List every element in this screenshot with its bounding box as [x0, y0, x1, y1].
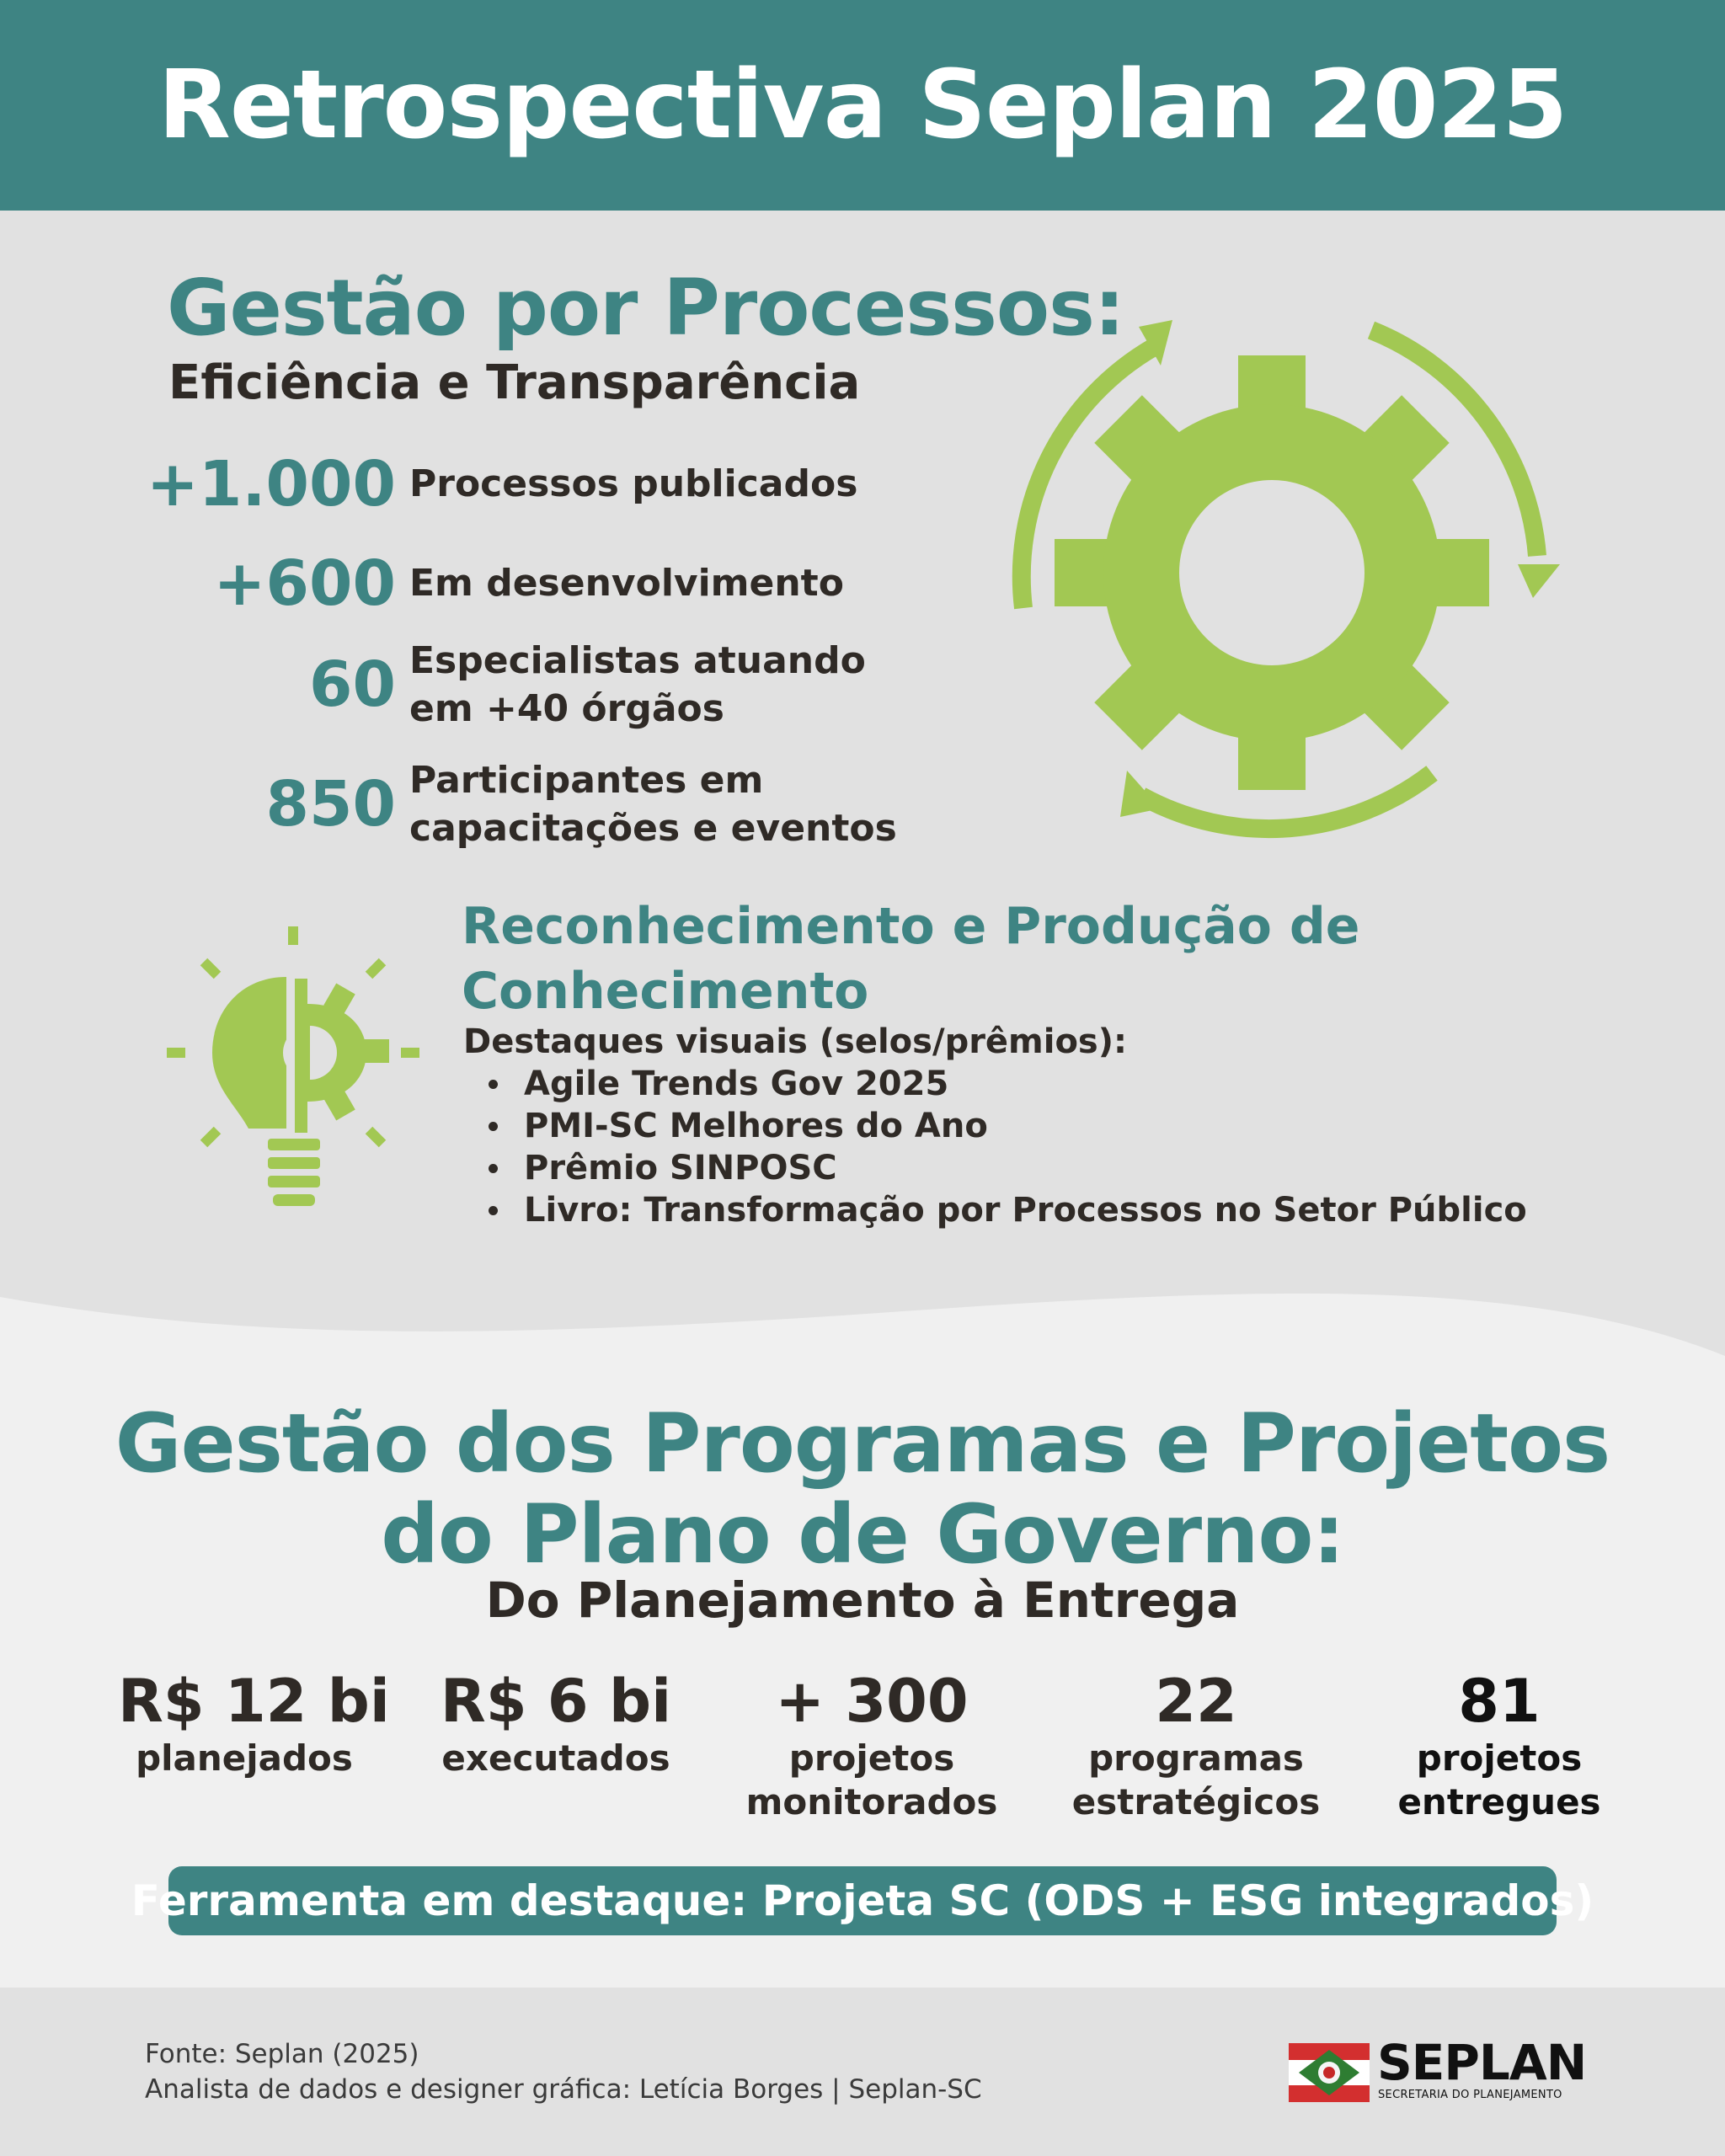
processos-title: Gestão por Processos: — [167, 263, 1124, 353]
lightbulb-gear-icon — [160, 918, 430, 1221]
awards-list — [489, 1063, 1527, 1231]
stat-label: Participantes em capacitações e eventos — [409, 759, 897, 851]
metric-card — [118, 1666, 390, 1780]
award-text: Livro: Transformação por Processos no Setor Público — [524, 1191, 1527, 1230]
stat-row — [135, 637, 927, 738]
metric-card — [1373, 1666, 1626, 1824]
stat-label: Processos publicados — [409, 462, 858, 505]
metric-card — [430, 1666, 682, 1780]
stat-value: 850 — [265, 768, 396, 841]
highlight-text: Ferramenta em destaque: Projeta SC (ODS + ESG integrados) — [131, 1876, 1594, 1925]
stat-row — [135, 446, 927, 547]
header-banner — [0, 0, 1725, 211]
stat-label: Em desenvolvimento — [409, 562, 844, 605]
metric-label: projetos — [1416, 1737, 1583, 1779]
metric-value: + 300 — [775, 1667, 969, 1736]
metric-label: programas — [1088, 1737, 1304, 1779]
gear-cycle-svg — [994, 312, 1583, 851]
credit-text: Analista de dados e designer gráfica: Letícia Borges | Seplan-SC — [145, 2074, 982, 2105]
lightbulb-svg — [160, 918, 430, 1221]
award-text: Agile Trends Gov 2025 — [524, 1065, 949, 1103]
metric-value: 22 — [1155, 1667, 1237, 1736]
metric-label: executados — [441, 1737, 670, 1779]
metric-label: monitorados — [745, 1781, 998, 1822]
metric-value: R$ 12 bi — [118, 1667, 390, 1736]
reconhecimento-title: Reconhecimento e Produção de Conhecimento — [462, 897, 1360, 1021]
metric-card — [1053, 1666, 1339, 1824]
highlight-banner — [131, 1866, 1594, 1935]
programas-title-line2: do Plano de Governo: — [381, 1487, 1344, 1582]
bullet-icon — [489, 1164, 498, 1173]
metric-card — [733, 1666, 1011, 1824]
bullet-icon — [489, 1122, 498, 1131]
metric-label: planejados — [136, 1737, 353, 1779]
list-item — [489, 1189, 1527, 1231]
list-item — [489, 1147, 1527, 1189]
stat-label: Especialistas atuando em +40 órgãos — [409, 639, 866, 731]
programas-subtitle: Do Planejamento à Entrega — [485, 1572, 1240, 1629]
stat-value: +1.000 — [146, 448, 396, 520]
bullet-icon — [489, 1080, 498, 1089]
processos-subtitle: Eficiência e Transparência — [168, 355, 861, 410]
bullet-icon — [489, 1206, 498, 1215]
logo-tagline: SECRETARIA DO PLANEJAMENTO — [1378, 2089, 1562, 2101]
metric-value: 81 — [1458, 1667, 1541, 1736]
award-text: PMI-SC Melhores do Ano — [524, 1107, 988, 1145]
stat-value: 60 — [309, 648, 396, 721]
programas-title-line1: Gestão dos Programas e Projetos — [115, 1396, 1610, 1491]
programas-title — [0, 1398, 1725, 1580]
logo-name: SEPLAN — [1377, 2034, 1587, 2091]
metric-label: estratégicos — [1071, 1781, 1321, 1822]
source-text: Fonte: Seplan (2025) — [145, 2039, 419, 2069]
santa-catarina-flag-icon — [1289, 2043, 1370, 2102]
stat-row — [135, 756, 927, 857]
seplan-logo — [1289, 2036, 1592, 2112]
footer-source — [145, 2036, 982, 2107]
stat-value: +600 — [213, 547, 396, 620]
page-title: Retrospectiva Seplan 2025 — [158, 51, 1567, 160]
list-item — [489, 1063, 1527, 1105]
metric-label: projetos — [788, 1737, 955, 1779]
award-text: Prêmio SINPOSC — [524, 1149, 837, 1187]
gear-cycle-icon — [994, 312, 1583, 851]
stat-row — [135, 546, 927, 647]
metric-value: R$ 6 bi — [440, 1667, 672, 1736]
list-item — [489, 1105, 1527, 1147]
metric-label: entregues — [1397, 1781, 1601, 1822]
reconhecimento-lead: Destaques visuais (selos/prêmios): — [463, 1022, 1128, 1061]
